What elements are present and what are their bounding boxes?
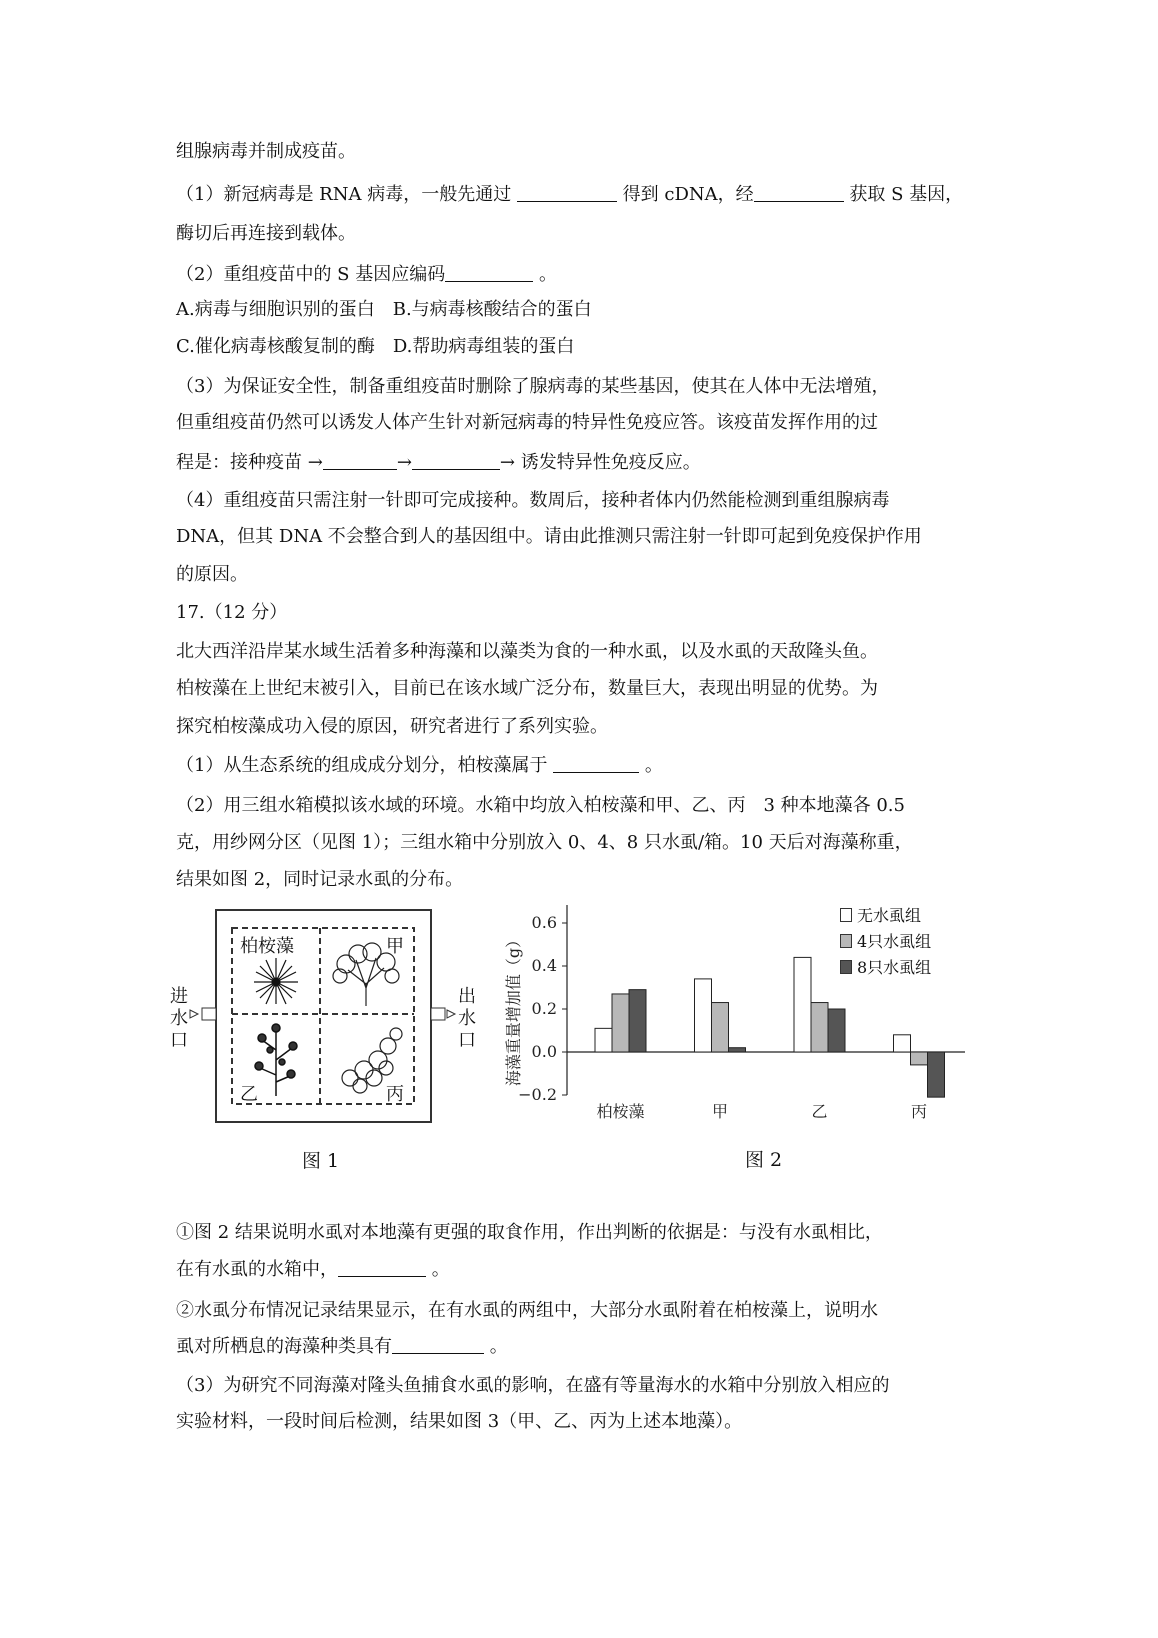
x-category-label: 甲 [711,1102,729,1121]
bar-0-2 [629,990,646,1052]
text-segment: 获取 S 基因， [843,184,964,205]
text-segment: 。 [639,755,663,776]
figure-1 [160,900,500,1200]
quadrant-label-bojian: 柏桉藻 [240,936,294,957]
answer-blank[interactable] [392,1335,484,1354]
text-segment: 虱对所栖息的海藻种类具有 [176,1336,392,1357]
answer-blank[interactable] [338,1258,426,1277]
text-line [176,183,963,207]
text-segment: 但重组疫苗仍然可以诱发人体产生针对新冠病毒的特异性免疫应答。该疫苗发挥作用的过 [176,412,878,433]
text-segment: 得到 cDNA，经 [616,184,754,205]
text-segment: 探究柏桉藻成功入侵的原因，研究者进行了系列实验。 [176,716,608,737]
text-segment: （3）为保证安全性，制备重组疫苗时删除了腺病毒的某些基因，使其在人体中无法增殖， [176,376,890,397]
text-line [176,563,248,587]
legend-item [840,903,921,926]
text-segment: A.病毒与细胞识别的蛋白 B.与病毒核酸结合的蛋白 [176,299,592,320]
y-tick-label: −0.2 [518,1085,557,1104]
text-line [176,868,463,892]
answer-blank[interactable] [412,451,500,470]
text-segment: 柏桉藻在上世纪末被引入，目前已在该水域广泛分布，数量巨大，表现出明显的优势。为 [176,678,878,699]
answer-blank[interactable] [517,183,617,202]
text-line [176,298,592,322]
text-line [176,263,557,287]
legend-label: 无水虱组 [857,906,922,925]
figure-2-caption: 图 2 [745,1149,783,1171]
text-line [176,140,356,164]
bar-2-1 [811,1003,828,1052]
bar-3-2 [928,1052,945,1097]
y-axis-label: 海藻重量增加值（g） [504,931,523,1087]
inlet-label: 进 水 口 [170,986,188,1051]
text-segment: （1）新冠病毒是 RNA 病毒，一般先通过 [176,184,517,205]
text-line [176,222,356,246]
yi-algae-icon [255,1024,297,1096]
text-line [176,640,878,664]
text-line [176,794,905,818]
x-category-label: 丙 [910,1102,928,1121]
text-segment: 。 [533,264,557,285]
quadrant-label-jia: 甲 [386,936,404,957]
text-segment: → 诱发特异性免疫反应。 [499,452,701,473]
text-segment: C.催化病毒核酸复制的酶 D.帮助病毒组装的蛋白 [176,336,575,357]
bar-0-0 [595,1028,612,1052]
answer-blank[interactable] [323,451,397,470]
legend-swatch [840,908,852,922]
y-tick-label: 0.0 [531,1042,557,1061]
text-line [176,1258,450,1282]
text-line [176,831,913,855]
outlet-label: 出 水 口 [458,986,476,1051]
text-segment: 组腺病毒并制成疫苗。 [176,141,356,162]
text-segment: 酶切后再连接到载体。 [176,223,356,244]
y-tick-label: 0.6 [531,913,557,932]
text-line [176,335,574,359]
text-segment: （1）从生态系统的组成成分划分，柏桉藻属于 [176,755,554,776]
text-segment: 结果如图 2，同时记录水虱的分布。 [176,869,464,890]
text-segment: 在有水虱的水箱中， [176,1259,338,1280]
legend-label: 8只水虱组 [857,958,932,977]
text-line [176,1299,878,1323]
text-line [176,601,287,625]
x-category-label: 柏桉藻 [596,1102,645,1121]
bojian-algae-icon [254,958,298,1004]
legend-label: 4只水虱组 [857,932,932,951]
text-segment: DNA，但其 DNA 不会整合到人的基因组中。请由此推测只需注射一针即可起到免疫保护作用 [176,526,922,547]
y-tick-label: 0.2 [531,999,557,1018]
text-segment: ②水虱分布情况记录结果显示，在有水虱的两组中，大部分水虱附着在柏桉藻上，说明水 [176,1300,878,1321]
text-segment: 的原因。 [176,564,248,585]
text-line [176,1374,889,1398]
text-line [176,451,701,475]
text-segment: 程是：接种疫苗 → [176,452,323,473]
text-line [176,754,663,778]
bar-1-1 [712,1003,729,1052]
quadrant-label-bing: 丙 [386,1084,404,1105]
text-line [176,375,889,399]
text-line [176,677,878,701]
figure-2 [495,895,975,1195]
y-tick-label: 0.4 [531,956,557,975]
x-category-label: 乙 [811,1102,828,1121]
text-segment: 17.（12 分） [176,602,288,623]
legend-swatch [840,960,852,974]
text-line [176,1221,883,1245]
text-segment: → [396,452,412,473]
text-segment: 。 [484,1336,508,1357]
quadrant-label-yi: 乙 [240,1084,258,1105]
text-segment: （2）重组疫苗中的 S 基因应编码 [176,264,446,285]
text-line [176,1335,508,1359]
bar-2-0 [794,957,811,1052]
text-segment: 实验材料，一段时间后检测，结果如图 3（甲、乙、丙为上述本地藻）。 [176,1411,743,1432]
text-segment: （4）重组疫苗只需注射一针即可完成接种。数周后，接种者体内仍然能检测到重组腺病毒 [176,490,890,511]
text-line [176,411,878,435]
bar-1-0 [695,979,712,1052]
text-line [176,1410,742,1434]
bar-2-2 [828,1009,845,1052]
bar-3-1 [911,1052,928,1065]
text-segment: 克，用纱网分区（见图 1）；三组水箱中分别放入 0、4、8 只水虱/箱。10 天后对海藻称重， [176,832,913,853]
legend-swatch [840,934,852,948]
answer-blank[interactable] [754,183,844,202]
bar-0-1 [612,994,629,1052]
text-line [176,489,889,513]
text-segment: 。 [426,1259,450,1280]
text-segment: （2）用三组水箱模拟该水域的环境。水箱中均放入柏桉藻和甲、乙、丙 3 种本地藻各 0.5 [176,795,905,816]
text-line [176,715,608,739]
text-segment: 北大西洋沿岸某水域生活着多种海藻和以藻类为食的一种水虱，以及水虱的天敌隆头鱼。 [176,641,878,662]
answer-blank[interactable] [445,263,533,282]
text-segment: ①图 2 结果说明水虱对本地藻有更强的取食作用，作出判断的依据是：与没有水虱相比， [176,1222,883,1243]
legend-item [840,955,931,978]
bar-3-0 [894,1035,911,1052]
legend-item [840,929,931,952]
bar-1-2 [729,1048,746,1052]
answer-blank[interactable] [553,754,639,773]
text-segment: （3）为研究不同海藻对隆头鱼捕食水虱的影响，在盛有等量海水的水箱中分别放入相应的 [176,1375,890,1396]
figure-1-caption: 图 1 [302,1150,340,1172]
text-line [176,525,922,549]
